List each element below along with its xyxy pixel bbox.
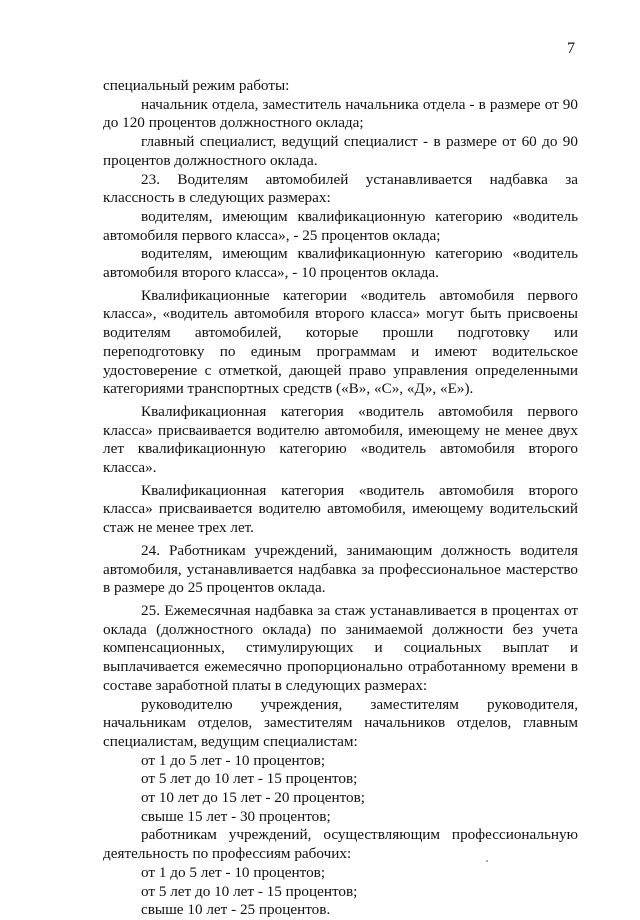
paragraph-managers: руководителю учреждения, заместителям руководителя, начальникам отделов, заместителям начальников отделов, главным специалистам, ведущим специалистам:	[103, 695, 578, 750]
paragraph-first-class-assignment: Квалификационная категория «водитель автомобиля первого класса» присваивается водителю автомобиля, имеющему не менее двух лет квалификационную категорию «водитель автомобиля второго класса».	[103, 402, 578, 477]
list-item-managers-10-15: от 10 лет до 15 лет - 20 процентов;	[141, 789, 365, 807]
page-number: 7	[567, 40, 575, 57]
paragraph-first-class-drivers: водителям, имеющим квалификационную категорию «водитель автомобиля первого класса», - 25 процентов оклада;	[103, 207, 578, 244]
paragraph-item-23: 23. Водителям автомобилей устанавливается надбавка за классность в следующих размерах:	[103, 170, 578, 207]
scan-speck	[486, 860, 488, 862]
list-item-workers-over-10: свыше 10 лет - 25 процентов.	[141, 901, 331, 919]
list-item-workers-1-5: от 1 до 5 лет - 10 процентов;	[141, 863, 326, 881]
document-body	[103, 77, 578, 920]
paragraph-item-25: 25. Ежемесячная надбавка за стаж устанавливается в процентах от оклада (должностного оклада) по занимаемой должности без учета компенсационных, стимулирующих и социальных выплат и выплачивается ежемесячно пропорционально отработанному времени в составе заработной платы в следующих размерах:	[103, 601, 578, 694]
paragraph-second-class-assignment: Квалификационная категория «водитель автомобиля второго класса» присваивается водителю автомобиля, имеющему водительский стаж не менее трех лет.	[103, 481, 578, 537]
list-item-managers-5-10: от 5 лет до 10 лет - 15 процентов;	[141, 770, 358, 788]
list-item-workers-5-10: от 5 лет до 10 лет - 15 процентов;	[141, 882, 358, 900]
list-item-managers-over-15: свыше 15 лет - 30 процентов;	[141, 807, 331, 825]
paragraph-chief-specialist: главный специалист, ведущий специалист - в размере от 60 до 90 процентов должностного оклада.	[103, 133, 578, 169]
list-item-managers-1-5: от 1 до 5 лет - 10 процентов;	[141, 751, 326, 769]
paragraph-workers: работникам учреждений, осуществляющим профессиональную деятельность по профессиям рабочих:	[103, 826, 578, 863]
paragraph-item-24: 24. Работникам учреждений, занимающим должность водителя автомобиля, устанавливается надбавка за профессиональное мастерство в размере до 25 процентов оклада.	[103, 541, 578, 597]
paragraph-head-of-department: начальник отдела, заместитель начальника отдела - в размере от 90 до 120 процентов должностного оклада;	[103, 95, 578, 132]
paragraph-second-class-drivers: водителям, имеющим квалификационную категорию «водитель автомобиля второго класса», - 10 процентов оклада.	[103, 245, 578, 282]
paragraph-qualification-categories: Квалификационные категории «водитель автомобиля первого класса», «водитель автомобиля второго класса» могут быть присвоены водителям автомобилей, которые прошли подготовку или переподготовку по единым программам и имеют водительское удостоверение с отметкой, дающей право управления определенными категориями транспортных средств («В», «С», «Д», «Е»).	[103, 286, 578, 398]
paragraph-special-regime: специальный режим работы:	[103, 77, 290, 94]
